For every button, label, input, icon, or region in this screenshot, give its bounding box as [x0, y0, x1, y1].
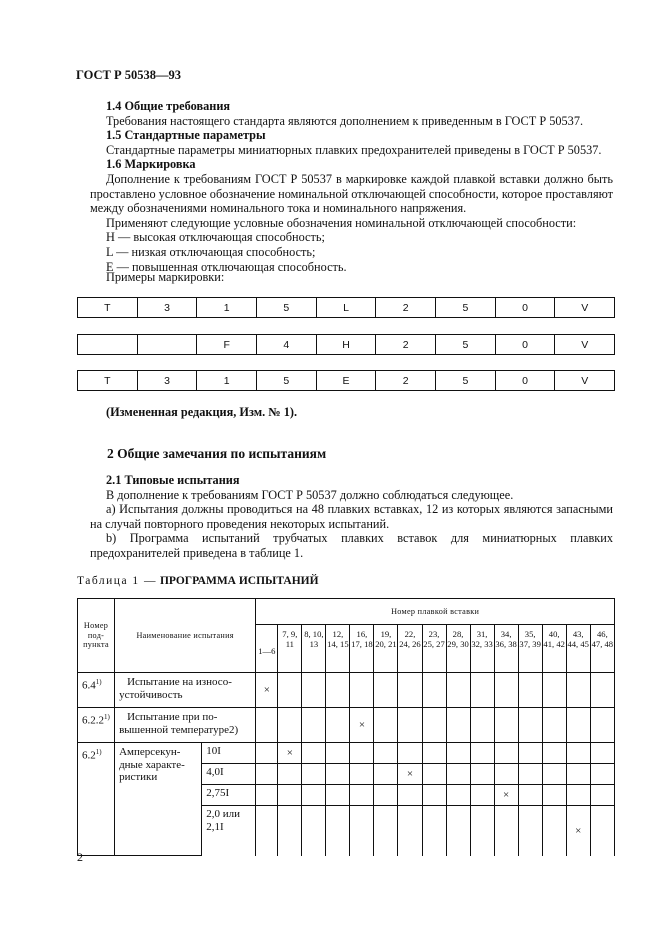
fuse-cell [470, 764, 494, 785]
fuse-cell [422, 673, 446, 708]
fuse-cell [374, 806, 398, 856]
fuse-cell [374, 785, 398, 806]
fuse-cell [470, 785, 494, 806]
fuse-number-header: 19, 20, 21 [374, 625, 398, 673]
code-e: Е — повышенная отключающая способность. [106, 259, 347, 274]
fuse-number-header: 16, 17, 18 [350, 625, 374, 673]
section-1-6-text: Дополнение к требованиям ГОСТ Р 50537 в маркировке каждой плавкой вставки должно быть проставлено условное обозначение номинальной отключающей способности, которое проставляют между обозначениями номинального тока и номинального напряжения. [90, 171, 613, 216]
test-mark: × [494, 785, 518, 806]
fuse-cell [326, 806, 350, 856]
section-2-1-text: В дополнение к требованиям ГОСТ Р 50537 должно соблюдаться следующее. [106, 487, 514, 502]
current-multiplier: 10I [202, 743, 256, 764]
mark-cell: 2 [376, 335, 436, 354]
fuse-cell [422, 708, 446, 743]
fuse-cell [542, 673, 566, 708]
fuse-cell [302, 743, 326, 764]
fuse-cell [422, 743, 446, 764]
marking-example-2 [77, 334, 615, 355]
fuse-cell [446, 708, 470, 743]
fuse-cell [446, 806, 470, 856]
table-header-row [78, 599, 615, 625]
fuse-cell [566, 785, 590, 806]
section-1-6-text2: Применяют следующие условные обозначения номинальной отключающей способности: [106, 215, 577, 230]
fuse-cell [256, 743, 278, 764]
section-2-title: 2 Общие замечания по испытаниям [107, 446, 327, 461]
fuse-cell [566, 764, 590, 785]
fuse-cell [518, 708, 542, 743]
test-mark: × [350, 708, 374, 743]
section-1-5-title: 1.5 Стандартные параметры [106, 128, 266, 143]
fuse-cell [302, 673, 326, 708]
mark-cell: 1 [197, 371, 257, 390]
fuse-cell [256, 708, 278, 743]
table-caption [77, 575, 319, 587]
fuse-cell [566, 673, 590, 708]
fuse-cell [350, 785, 374, 806]
fuse-number-header: 23, 25, 27 [422, 625, 446, 673]
fuse-cell [470, 743, 494, 764]
test-name: Испытание на износо- устойчивость [115, 673, 256, 708]
examples-label: Примеры маркировки: [106, 270, 225, 284]
page-number: 2 [77, 850, 83, 864]
fuse-cell [374, 673, 398, 708]
fuse-cell [278, 785, 302, 806]
fuse-cell [518, 743, 542, 764]
amend-block [90, 405, 613, 420]
fuse-cell [542, 743, 566, 764]
footnote-ref: 1) [95, 748, 102, 756]
fuse-cell [446, 764, 470, 785]
mark-cell: 2 [376, 298, 436, 317]
fuse-cell [422, 764, 446, 785]
fuse-number-header: 34, 36, 38 [494, 625, 518, 673]
fuse-cell [256, 806, 278, 856]
fuse-number-header: 35, 37, 39 [518, 625, 542, 673]
fuse-cell [278, 673, 302, 708]
item-number [78, 743, 115, 856]
fuse-number-header: 28, 29, 30 [446, 625, 470, 673]
fuse-cell [374, 708, 398, 743]
fuse-cell [470, 806, 494, 856]
fuse-number-header: 31, 32, 33 [470, 625, 494, 673]
fuse-cell [542, 764, 566, 785]
table-row [78, 743, 615, 764]
fuse-cell [470, 673, 494, 708]
fuse-number-header: 12, 14, 15 [326, 625, 350, 673]
footnote-ref: 1) [104, 713, 110, 721]
mark-cell: 5 [436, 335, 496, 354]
fuse-cell [494, 708, 518, 743]
fuse-cell [326, 743, 350, 764]
mark-cell: V [581, 338, 589, 351]
fuse-number-header: 7, 9, 11 [278, 625, 302, 673]
fuse-cell [256, 785, 278, 806]
fuse-cell [398, 743, 422, 764]
fuse-cell [326, 764, 350, 785]
fuse-number-header: 43, 44, 45 [566, 625, 590, 673]
test-mark: × [566, 806, 590, 856]
mark-cell: 5 [257, 371, 317, 390]
mark-cell: F [197, 335, 257, 354]
fuse-cell [542, 806, 566, 856]
fuse-cell [590, 764, 614, 785]
fuse-cell [302, 764, 326, 785]
mark-cell: V [581, 301, 589, 314]
mark-cell: 2 [376, 371, 436, 390]
code-l: L — низкая отключающая способность; [106, 244, 316, 259]
section-2-1-a: a) Испытания должны проводиться на 48 плавких вставках, 12 из которых являются запасными на случай повторного проведения некоторых испытаний. [90, 502, 613, 531]
test-mark: × [398, 764, 422, 785]
fuse-number-header: 46, 47, 48 [590, 625, 614, 673]
fuse-number-header: 1—6 [256, 625, 278, 673]
fuse-cell [302, 785, 326, 806]
test-program-table [77, 598, 615, 856]
item-number [78, 708, 115, 743]
document-header: ГОСТ Р 50538—93 [76, 68, 182, 82]
current-multiplier: 2,75I [202, 785, 256, 806]
mark-cell: T [78, 371, 138, 390]
fuse-cell [518, 806, 542, 856]
mark-cell: 5 [436, 371, 496, 390]
fuse-cell [518, 673, 542, 708]
section-1-5-text: Стандартные параметры миниатюрных плавких предохранителей приведены в ГОСТ Р 50537. [106, 142, 602, 157]
mark-cell: 5 [436, 298, 496, 317]
examples-block [90, 270, 613, 285]
current-multiplier: 2,0 или 2,1I [202, 806, 256, 856]
fuse-cell [542, 708, 566, 743]
fuse-cell [494, 806, 518, 856]
fuse-cell [278, 806, 302, 856]
section-2-1-b: b) Программа испытаний трубчатых плавких вставок для миниатюрных плавких предохранителей приведена в таблице 1. [90, 531, 613, 560]
mark-cell: 3 [138, 298, 198, 317]
mark-cell: 3 [138, 371, 198, 390]
mark-cell: 4 [257, 335, 317, 354]
mark-cell: 1 [197, 298, 257, 317]
code-h: Н — высокая отключающая способность; [106, 230, 325, 245]
fuse-cell [590, 743, 614, 764]
fuse-cell [256, 764, 278, 785]
section-1-4-title: 1.4 Общие требования [106, 99, 231, 113]
mark-cell [138, 335, 198, 354]
fuse-cell [542, 785, 566, 806]
fuse-cell [566, 743, 590, 764]
fuse-cell [326, 673, 350, 708]
section-1-4-text: Требования настоящего стандарта являются дополнением к приведенным в ГОСТ Р 50537. [106, 113, 584, 128]
marking-example-3 [77, 370, 615, 391]
fuse-cell [374, 743, 398, 764]
current-multiplier: 4,0I [202, 764, 256, 785]
fuse-cell [398, 708, 422, 743]
col-test-header: Наименование испытания [115, 599, 256, 673]
fuse-cell [494, 673, 518, 708]
fuse-cell [350, 806, 374, 856]
fuse-cell [422, 806, 446, 856]
mark-cell [78, 335, 138, 354]
fuse-cell [350, 764, 374, 785]
mark-cell: 0 [496, 335, 556, 354]
fuse-cell [494, 743, 518, 764]
fuse-cell [590, 785, 614, 806]
item-number-text: 6.2.2 [82, 714, 104, 727]
table-caption-prefix: Таблица 1 — [77, 575, 158, 587]
fuse-cell [374, 764, 398, 785]
fuse-cell [302, 806, 326, 856]
fuse-cell [566, 708, 590, 743]
item-number-text: 6.2 [82, 749, 96, 762]
fuse-cell [590, 708, 614, 743]
fuse-cell [350, 743, 374, 764]
test-name: Амперсекун- дные характе- ристики [115, 743, 202, 856]
fuse-cell [446, 743, 470, 764]
fuse-cell [326, 708, 350, 743]
mark-cell: L [317, 298, 377, 317]
mark-cell: V [581, 374, 589, 387]
marking-example-1 [77, 297, 615, 318]
mark-cell: T [78, 298, 138, 317]
item-number-text: 6.4 [82, 679, 96, 692]
footnote-ref: 1) [95, 678, 102, 686]
fuse-cell [590, 673, 614, 708]
fuse-number-header: 8, 10, 13 [302, 625, 326, 673]
body-text [90, 99, 613, 274]
fuse-cell [326, 785, 350, 806]
fuse-cell [278, 708, 302, 743]
mark-cell: 5 [257, 298, 317, 317]
fuse-cell [350, 673, 374, 708]
fuse-cell [302, 708, 326, 743]
fuse-number-header: 40, 41, 42 [542, 625, 566, 673]
mark-cell: E [317, 371, 377, 390]
test-mark: × [278, 743, 302, 764]
table-row [78, 673, 615, 708]
col-item-header: Номер под- пункта [78, 599, 115, 673]
col-group-header: Номер плавкой вставки [256, 599, 615, 625]
fuse-cell [494, 764, 518, 785]
fuse-cell [422, 785, 446, 806]
amended-note: (Измененная редакция, Изм. № 1). [106, 405, 298, 419]
fuse-cell [446, 673, 470, 708]
fuse-cell [398, 785, 422, 806]
fuse-cell [518, 785, 542, 806]
section-2-1-block [90, 473, 613, 561]
fuse-cell [398, 806, 422, 856]
item-number [78, 673, 115, 708]
fuse-cell [278, 764, 302, 785]
fuse-cell [470, 708, 494, 743]
mark-cell: 0 [496, 298, 556, 317]
fuse-cell [446, 785, 470, 806]
table-caption-title: ПРОГРАММА ИСПЫТАНИЙ [159, 575, 319, 587]
section-1-6-title: 1.6 Маркировка [106, 157, 196, 172]
table-row [78, 708, 615, 743]
fuse-number-header: 22, 24, 26 [398, 625, 422, 673]
test-mark: × [256, 673, 278, 708]
fuse-cell [518, 764, 542, 785]
test-name: Испытание при по- вышенной температуре2) [115, 708, 256, 743]
section-2-1-title: 2.1 Типовые испытания [106, 473, 240, 487]
fuse-cell [398, 673, 422, 708]
mark-cell: H [317, 335, 377, 354]
mark-cell: 0 [496, 371, 556, 390]
fuse-cell [590, 806, 614, 856]
